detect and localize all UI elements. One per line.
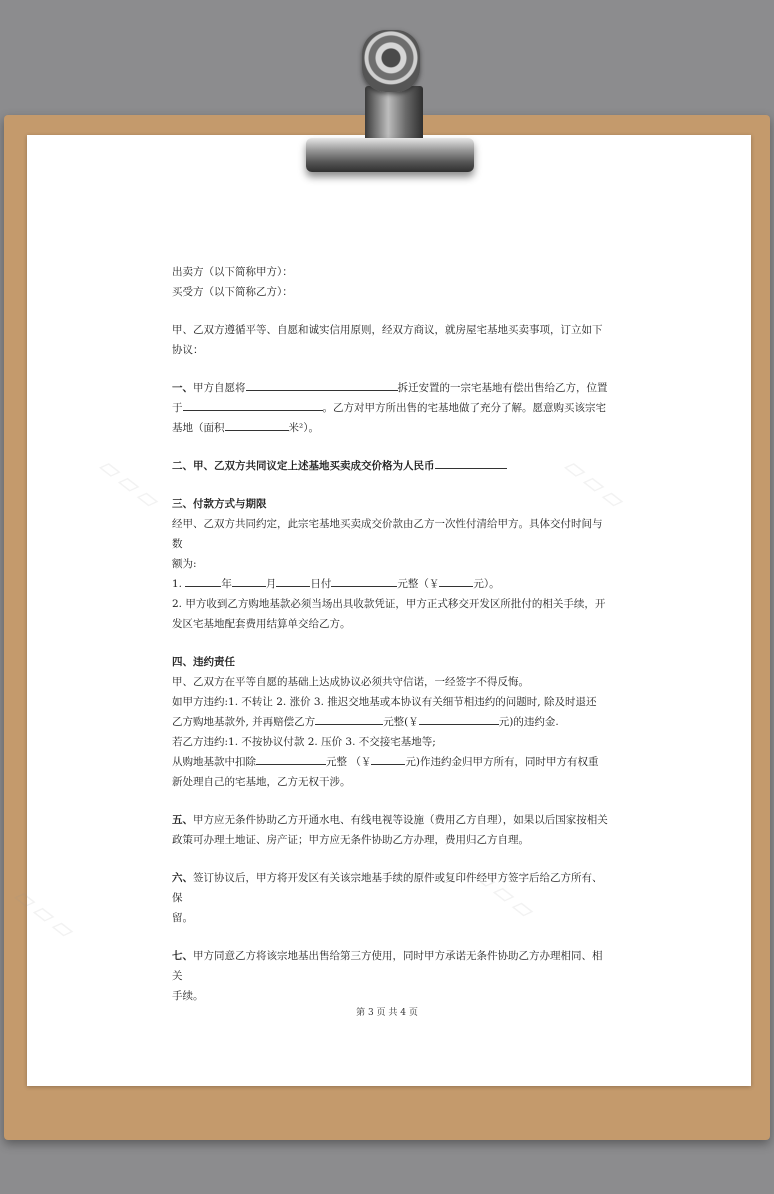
section-3-item-1 [172, 574, 612, 594]
section-7-number: 七、 [172, 950, 193, 962]
section-2-line [172, 456, 612, 476]
clause-text: 元)作违约金归甲方所有，同时甲方有权重 [405, 756, 599, 768]
watermark: ▱▱▱ [558, 451, 634, 519]
blank-field [185, 575, 221, 587]
section-5-line-1 [172, 810, 612, 830]
blank-field [419, 713, 499, 725]
clip-ring-icon [362, 30, 420, 92]
section-7-line-2: 手续。 [172, 990, 204, 1002]
contract-body [172, 262, 612, 1006]
section-4-line-4: 若乙方违约:1. 不按协议付款 2. 压价 3. 不交接宅基地等; [172, 736, 436, 748]
watermark: ▱▱▱ [8, 881, 84, 949]
section-1-text: 甲方自愿将 [193, 382, 246, 394]
section-6-line-1 [172, 868, 612, 908]
section-2-text: 二、甲、乙双方共同议定上述基地买卖成交价格为人民币 [172, 460, 435, 472]
section-4-heading: 四、违约责任 [172, 656, 235, 668]
seller-line: 出卖方（以下简称甲方）： [172, 266, 293, 278]
section-7-line-1 [172, 946, 612, 986]
blank-field [276, 575, 310, 587]
item-number: 1. [172, 578, 183, 590]
section-4-line-1: 甲、乙双方在平等自愿的基础上达成协议必须共守信诺，一经签字不得反悔。 [172, 676, 529, 688]
clause-text: 元整 （￥ [326, 756, 372, 768]
clause-text: 元整(￥ [383, 716, 419, 728]
blank-field [256, 753, 326, 765]
section-3-item-2-line-1: 2. 甲方收到乙方购地基款必须当场出具收款凭证，甲方正式移交开发区所批付的相关手续，开 [172, 598, 606, 610]
blank-field [371, 753, 405, 765]
section-6-text: 签订协议后，甲方将开发区有关该宗地基手续的原件或复印件经甲方签字后给乙方所有、保 [172, 872, 603, 904]
blank-field [439, 575, 473, 587]
section-3-line-2: 额为: [172, 558, 197, 570]
section-1-text: 于 [172, 402, 183, 414]
section-4-line-2: 如甲方违约:1. 不转让 2. 涨价 3. 推迟交地基或本协议有关细节相违约的问题时, 除及时退还 [172, 696, 597, 708]
watermark: ▱▱▱ [93, 451, 169, 519]
section-6-line-2: 留。 [172, 912, 193, 924]
buyer-line: 买受方（以下简称乙方）： [172, 286, 293, 298]
section-1-line-2 [172, 398, 612, 418]
item-text: 元）。 [473, 578, 500, 590]
blank-field [315, 713, 383, 725]
item-text: 年 [221, 578, 232, 590]
section-3-item-2-line-2: 发区宅基地配套费用结算单交给乙方。 [172, 618, 351, 630]
item-text: 月 [265, 578, 277, 590]
section-4-line-5 [172, 752, 612, 772]
blank-field [435, 457, 507, 469]
section-1-text: 拆迁安置的一宗宅基地有偿出售给乙方，位置 [397, 382, 608, 394]
section-1-number: 一、 [172, 382, 193, 394]
intro-line-1: 甲、乙双方遵循平等、自愿和诚实信用原则，经双方商议，就房屋宅基地买卖事项，订立如下 [172, 324, 603, 336]
clip-base [306, 138, 474, 172]
page-number: 第 3 页 共 4 页 [356, 1008, 418, 1018]
section-1-text: 。乙方对甲方所出售的宅基地做了充分了解。愿意购买该宗宅 [322, 402, 606, 414]
section-4-line-6: 新处理自己的宅基地，乙方无权干涉。 [172, 776, 351, 788]
clause-text: 从购地基款中扣除 [172, 756, 256, 768]
blank-field [246, 379, 398, 391]
item-text: 日付 [310, 578, 332, 590]
blank-field [183, 399, 323, 411]
clause-text: 元)的违约金. [498, 716, 559, 728]
section-1-text: 基地（面积 [172, 422, 225, 434]
blank-field [225, 419, 289, 431]
section-5-text: 甲方应无条件协助乙方开通水电、有线电视等设施（费用乙方自理），如果以后国家按相关 [193, 814, 608, 826]
section-1-line-1 [172, 378, 612, 398]
section-5-line-2: 政策可办理土地证、房产证；甲方应无条件协助乙方办理，费用归乙方自理。 [172, 834, 529, 846]
clip-body [365, 86, 423, 142]
blank-field [331, 575, 397, 587]
section-7-text: 甲方同意乙方将该宗地基出售给第三方使用，同时甲方承诺无条件协助乙方办理相同、相关 [172, 950, 603, 982]
section-3-heading: 三、付款方式与期限 [172, 498, 267, 510]
watermark: ▱▱▱ [468, 861, 544, 929]
intro-line-2: 协议： [172, 344, 204, 356]
section-1-text: 米²）。 [288, 422, 319, 434]
item-text: 元整（￥ [397, 578, 440, 590]
section-1-line-3 [172, 418, 612, 438]
section-3-line-1: 经甲、乙双方共同约定，此宗宅基地买卖成交价款由乙方一次性付清给甲方。具体交付时间与数 [172, 518, 603, 550]
clause-text: 乙方购地基款外, 并再赔偿乙方 [172, 716, 316, 728]
section-4-line-3 [172, 712, 612, 732]
blank-field [232, 575, 266, 587]
section-5-number: 五、 [172, 814, 193, 826]
section-6-number: 六、 [172, 872, 193, 884]
